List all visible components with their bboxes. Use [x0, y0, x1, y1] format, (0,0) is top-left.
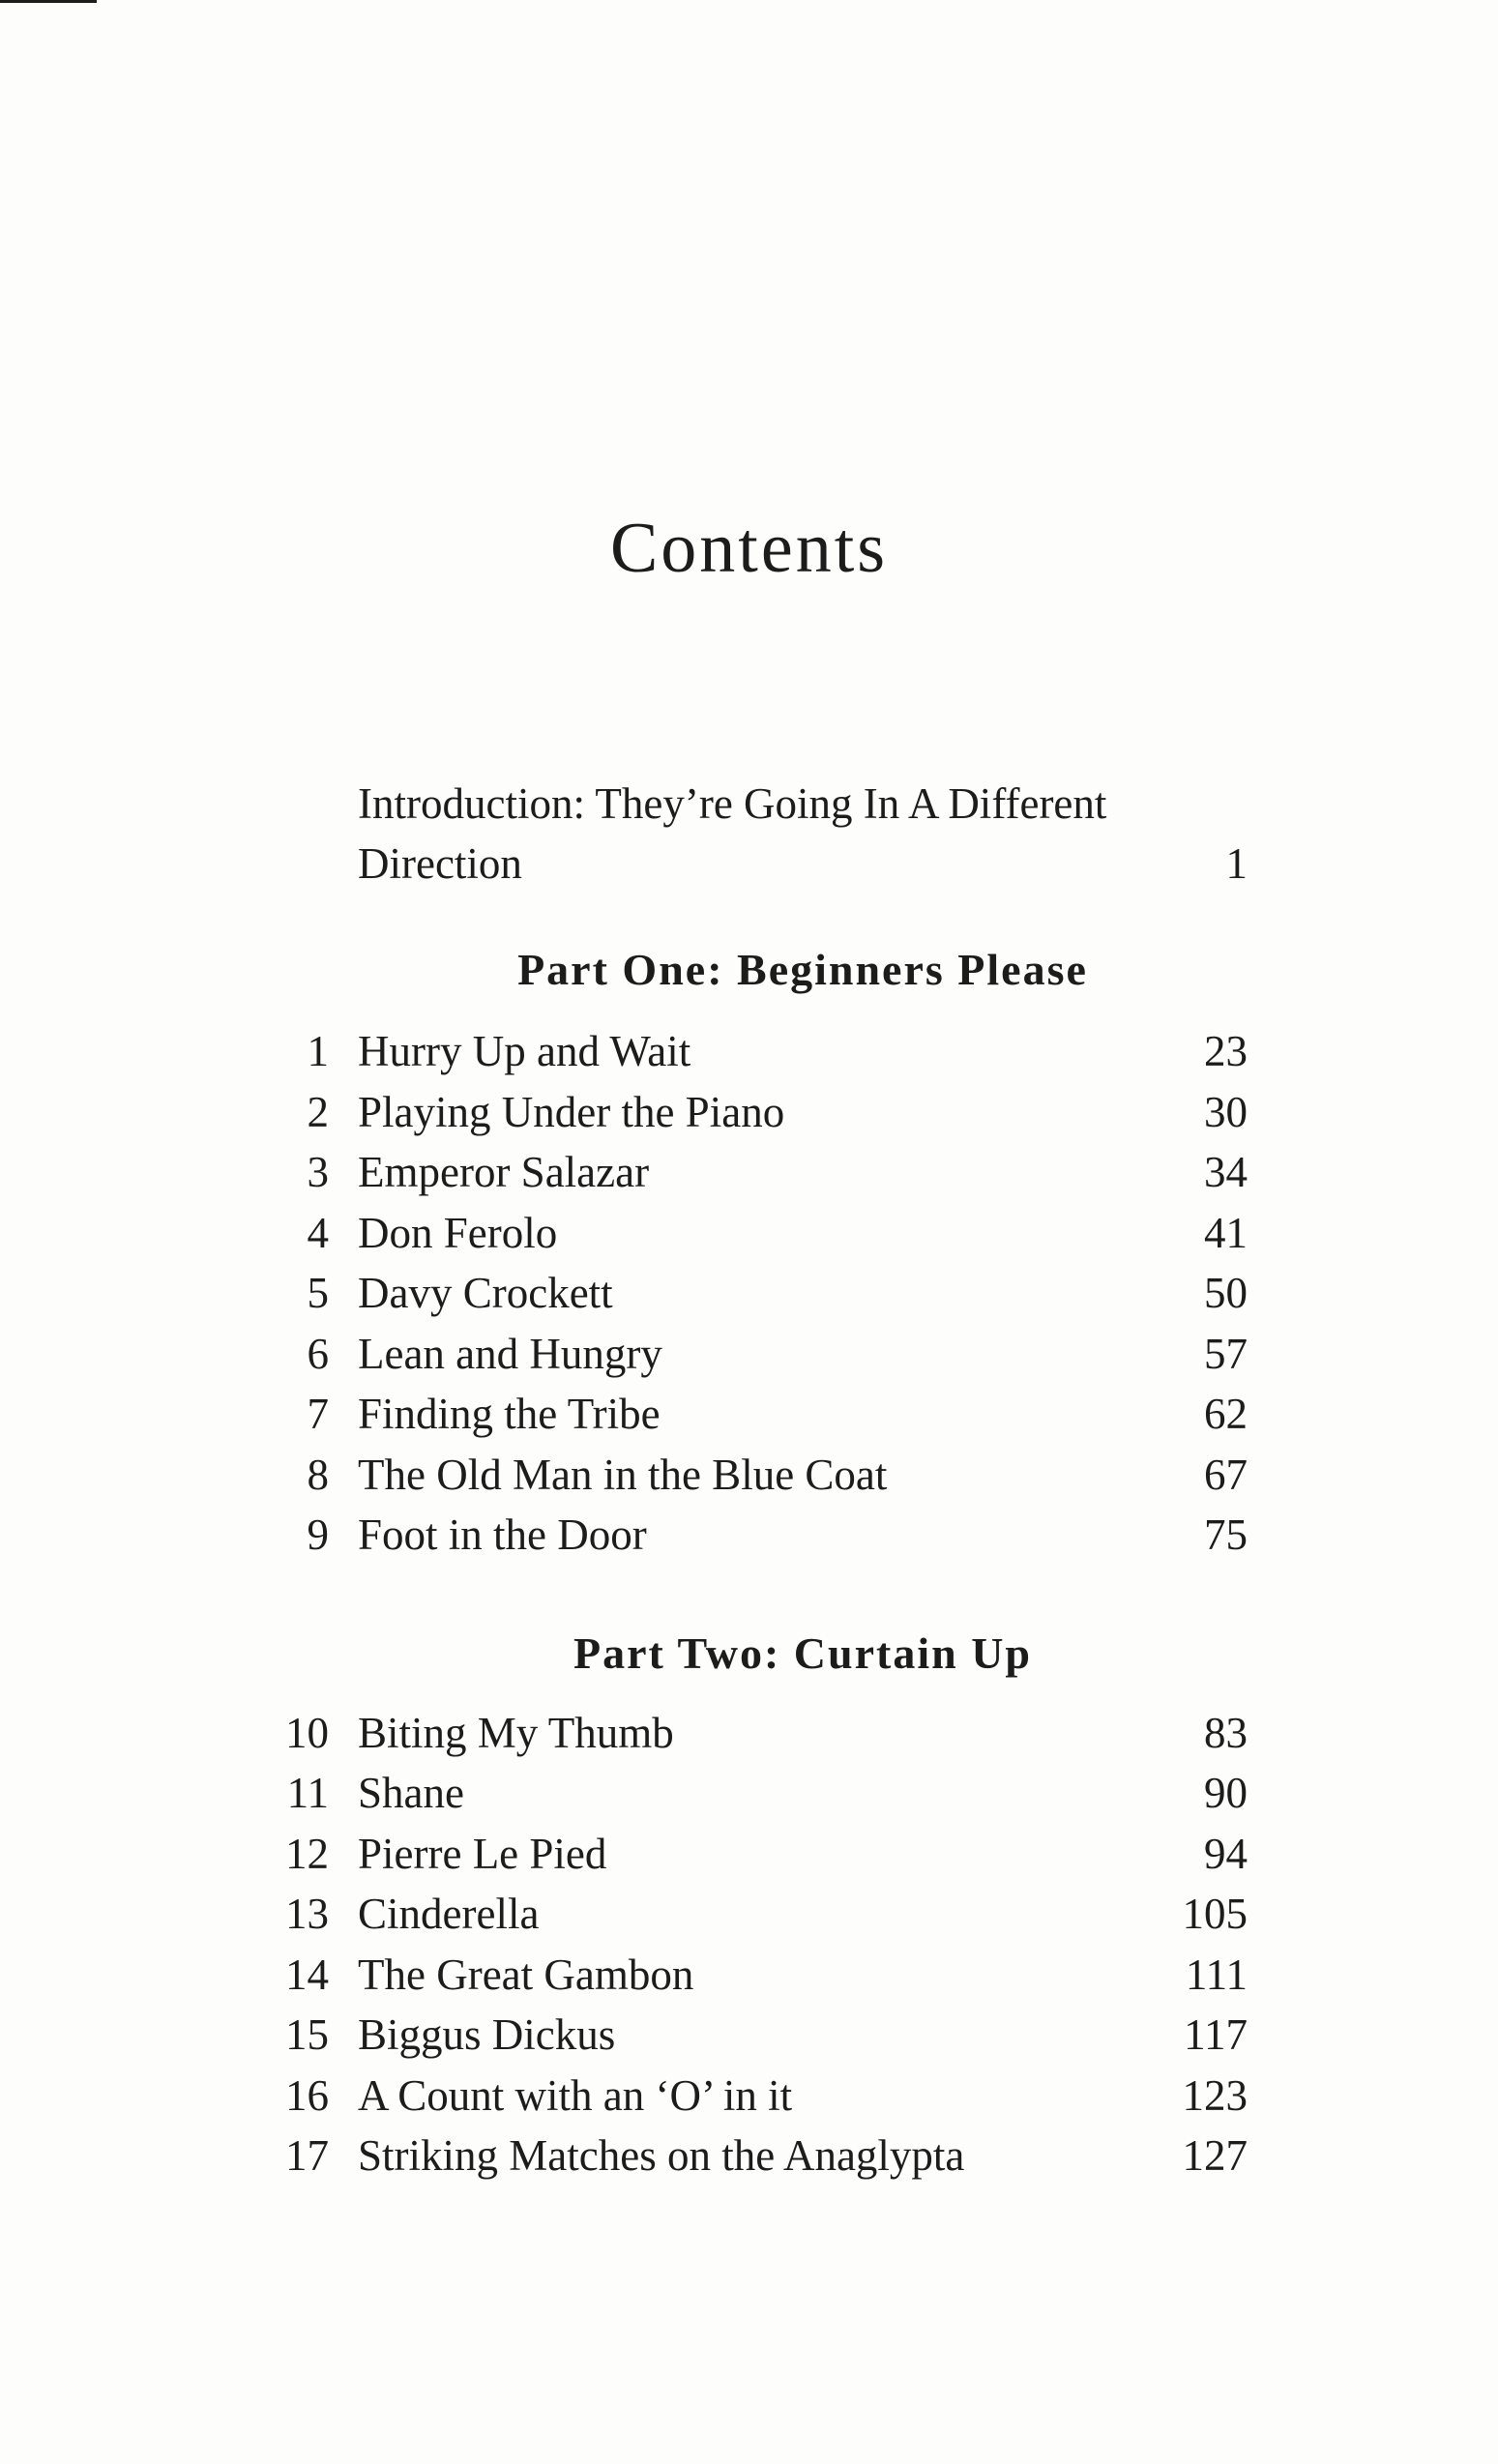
entry-title: Davy Crockett	[358, 1269, 613, 1317]
toc-entry[interactable]	[271, 1945, 1248, 2006]
toc-entry[interactable]	[271, 1203, 1248, 1264]
entry-title: Lean and Hungry	[358, 1329, 662, 1378]
entry-title: Don Ferolo	[358, 1208, 558, 1257]
entry-title: Emperor Salazar	[358, 1148, 650, 1196]
entry-title: Playing Under the Piano	[358, 1087, 785, 1136]
table-of-contents	[271, 774, 1248, 2186]
page-title: Contents	[609, 509, 889, 588]
entry-title: Introduction: They’re Going In A Different Direction	[358, 779, 1107, 888]
entry-page: 41	[1204, 1208, 1248, 1257]
entry-page: 123	[1182, 2070, 1248, 2120]
entry-title: Pierre Le Pied	[358, 1829, 607, 1878]
entry-page: 30	[1204, 1087, 1248, 1136]
entry-number: 4	[307, 1208, 329, 1257]
part-heading-one: Part One: Beginners Please	[517, 945, 1088, 994]
toc-entry[interactable]	[271, 1505, 1248, 1566]
top-edge-rule	[0, 0, 97, 3]
entry-title: Biting My Thumb	[358, 1708, 674, 1757]
entry-number: 17	[285, 2131, 329, 2180]
entry-page: 34	[1204, 1148, 1248, 1196]
entry-page: 127	[1182, 2131, 1248, 2180]
entry-page: 75	[1204, 1511, 1248, 1559]
entry-number: 10	[285, 1708, 329, 1757]
entry-page: 105	[1182, 1890, 1248, 1938]
entry-number: 8	[307, 1450, 329, 1499]
entry-title: Cinderella	[358, 1890, 540, 1938]
entry-number: 13	[285, 1890, 329, 1938]
entry-page: 1	[1225, 839, 1248, 888]
entry-number: 6	[307, 1329, 329, 1378]
entry-number: 15	[285, 2010, 329, 2059]
part-one-entries	[271, 1021, 1248, 1566]
entry-page: 67	[1204, 1450, 1248, 1499]
toc-entry[interactable]	[271, 1384, 1248, 1445]
toc-entry[interactable]	[271, 2126, 1248, 2186]
entry-number: 1	[307, 1027, 329, 1075]
toc-entry[interactable]	[271, 1884, 1248, 1945]
toc-entry[interactable]	[271, 1082, 1248, 1143]
part-two-entries	[271, 1703, 1248, 2186]
entry-page: 62	[1204, 1390, 1248, 1438]
entry-page: 94	[1204, 1829, 1248, 1878]
entry-number: 9	[307, 1511, 329, 1559]
toc-entry[interactable]	[271, 1763, 1248, 1824]
toc-entry[interactable]	[271, 2066, 1248, 2127]
entry-page: 111	[1185, 1950, 1248, 1999]
entry-title: Shane	[358, 1769, 464, 1817]
toc-entry[interactable]	[271, 1824, 1248, 1885]
entry-title: Finding the Tribe	[358, 1390, 661, 1438]
entry-page: 90	[1204, 1769, 1248, 1817]
toc-entry[interactable]	[271, 1142, 1248, 1203]
entry-page: 83	[1204, 1708, 1248, 1757]
toc-entry[interactable]	[271, 2005, 1248, 2066]
entry-number: 12	[285, 1829, 329, 1878]
entry-title: Striking Matches on the Anaglypta	[358, 2131, 965, 2180]
entry-number: 14	[285, 1950, 329, 1999]
entry-page: 50	[1204, 1269, 1248, 1317]
entry-title: The Old Man in the Blue Coat	[358, 1450, 888, 1499]
entry-page: 23	[1204, 1027, 1248, 1075]
toc-entry[interactable]	[271, 1021, 1248, 1082]
entry-title: Hurry Up and Wait	[358, 1027, 691, 1075]
entry-title: Biggus Dickus	[358, 2010, 616, 2059]
entry-number: 2	[307, 1087, 329, 1136]
entry-number: 5	[307, 1269, 329, 1317]
toc-entry-introduction[interactable]	[271, 774, 1248, 894]
entry-page: 57	[1204, 1329, 1248, 1378]
toc-entry[interactable]	[271, 1324, 1248, 1385]
part-heading-two: Part Two: Curtain Up	[573, 1628, 1032, 1678]
entry-page: 117	[1184, 2010, 1248, 2059]
entry-number: 7	[307, 1390, 329, 1438]
entry-number: 3	[307, 1148, 329, 1196]
entry-number: 11	[286, 1769, 329, 1817]
toc-entry[interactable]	[271, 1703, 1248, 1764]
entry-number: 16	[285, 2070, 329, 2120]
entry-title: The Great Gambon	[358, 1950, 694, 1999]
entry-title: A Count with an ‘O’ in it	[358, 2070, 793, 2120]
entry-title: Foot in the Door	[358, 1511, 647, 1559]
toc-entry[interactable]	[271, 1445, 1248, 1506]
toc-entry[interactable]	[271, 1263, 1248, 1324]
